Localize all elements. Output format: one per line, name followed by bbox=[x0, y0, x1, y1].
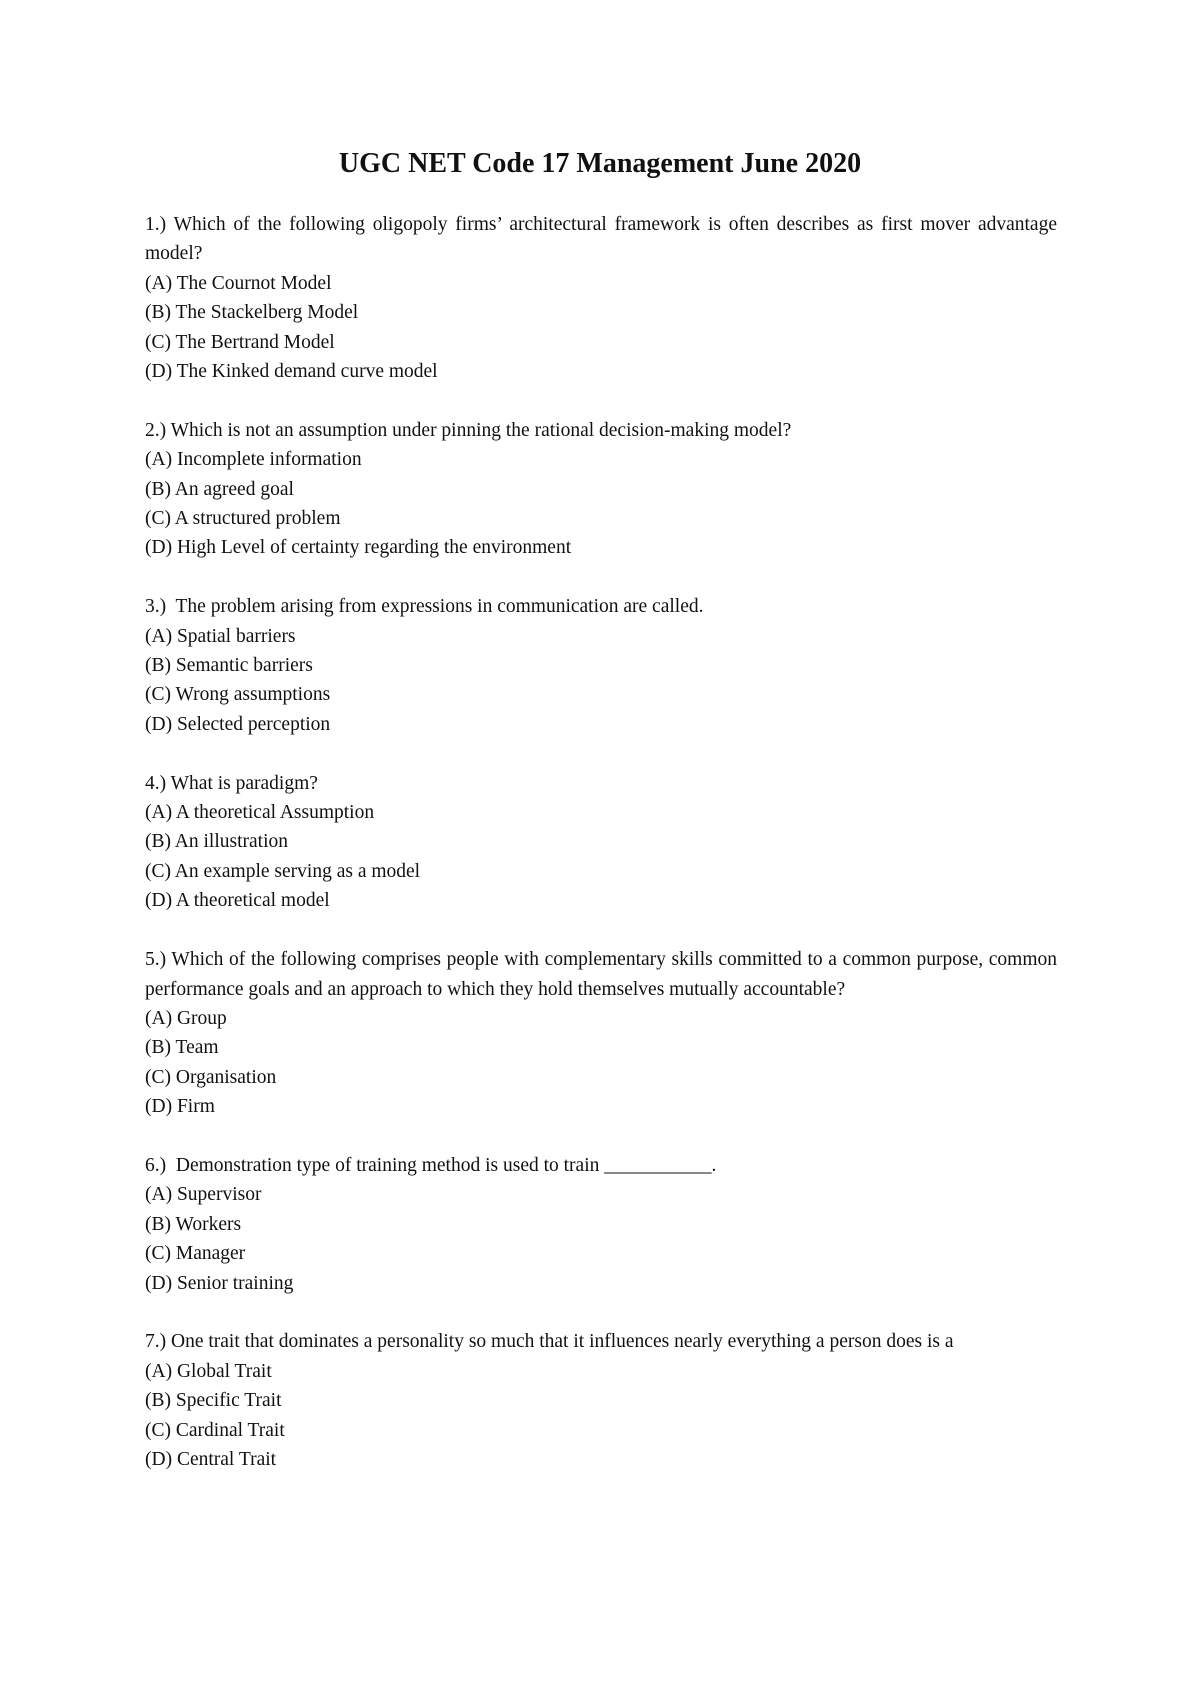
option-a: (A) Group bbox=[145, 1007, 227, 1029]
question-7 bbox=[145, 1327, 1057, 1474]
option-list bbox=[145, 445, 1057, 563]
question-text: 7.) One trait that dominates a personality so much that it influences nearly everything a person does is a bbox=[145, 1331, 954, 1353]
option-c: (C) An example serving as a model bbox=[145, 860, 421, 882]
option-b: (B) Specific Trait bbox=[145, 1390, 282, 1412]
question-5 bbox=[145, 945, 1057, 1121]
question-text: 2.) Which is not an assumption under pinning the rational decision-making model? bbox=[145, 419, 792, 441]
option-d: (D) Senior training bbox=[145, 1272, 294, 1294]
option-a: (A) The Cournot Model bbox=[145, 272, 332, 294]
option-b: (B) Team bbox=[145, 1037, 219, 1059]
option-c: (C) Organisation bbox=[145, 1066, 277, 1088]
question-text: 3.) The problem arising from expressions in communication are called. bbox=[145, 596, 704, 618]
question-text: 5.) Which of the following comprises people with complementary skills committed to a common purpose, common performance goals and an approach to which they hold themselves mutually accountable? bbox=[145, 949, 1057, 1000]
question-4 bbox=[145, 769, 1057, 916]
option-b: (B) The Stackelberg Model bbox=[145, 302, 359, 324]
option-d: (D) The Kinked demand curve model bbox=[145, 361, 438, 383]
option-d: (D) Selected perception bbox=[145, 713, 331, 735]
question-6 bbox=[145, 1151, 1057, 1298]
option-d: (D) Firm bbox=[145, 1096, 215, 1118]
question-list bbox=[145, 210, 1057, 1504]
option-a: (A) Supervisor bbox=[145, 1184, 262, 1206]
option-list bbox=[145, 269, 1057, 387]
question-text: 6.) Demonstration type of training method is used to train ___________. bbox=[145, 1154, 717, 1176]
page-title: UGC NET Code 17 Management June 2020 bbox=[338, 148, 862, 179]
option-c: (C) Manager bbox=[145, 1243, 246, 1265]
option-a: (A) Global Trait bbox=[145, 1360, 272, 1382]
option-c: (C) A structured problem bbox=[145, 508, 341, 530]
question-text: 1.) Which of the following oligopoly firms’ architectural framework is often describes as first mover advantage model? bbox=[145, 214, 1057, 265]
option-b: (B) Semantic barriers bbox=[145, 655, 313, 677]
option-list bbox=[145, 1004, 1057, 1122]
option-b: (B) Workers bbox=[145, 1213, 242, 1235]
option-d: (D) A theoretical model bbox=[145, 890, 330, 912]
option-list bbox=[145, 798, 1057, 916]
option-a: (A) A theoretical Assumption bbox=[145, 802, 375, 824]
option-b: (B) An illustration bbox=[145, 831, 288, 853]
question-3 bbox=[145, 592, 1057, 739]
option-list bbox=[145, 1357, 1057, 1475]
option-b: (B) An agreed goal bbox=[145, 478, 294, 500]
question-text: 4.) What is paradigm? bbox=[145, 772, 318, 794]
option-d: (D) High Level of certainty regarding the environment bbox=[145, 537, 572, 559]
option-c: (C) The Bertrand Model bbox=[145, 331, 335, 353]
option-a: (A) Incomplete information bbox=[145, 449, 362, 471]
option-list bbox=[145, 1180, 1057, 1298]
option-d: (D) Central Trait bbox=[145, 1448, 277, 1470]
option-list bbox=[145, 622, 1057, 740]
option-c: (C) Wrong assumptions bbox=[145, 684, 331, 706]
option-c: (C) Cardinal Trait bbox=[145, 1419, 285, 1441]
option-a: (A) Spatial barriers bbox=[145, 625, 296, 647]
question-1 bbox=[145, 210, 1057, 386]
question-2 bbox=[145, 416, 1057, 563]
